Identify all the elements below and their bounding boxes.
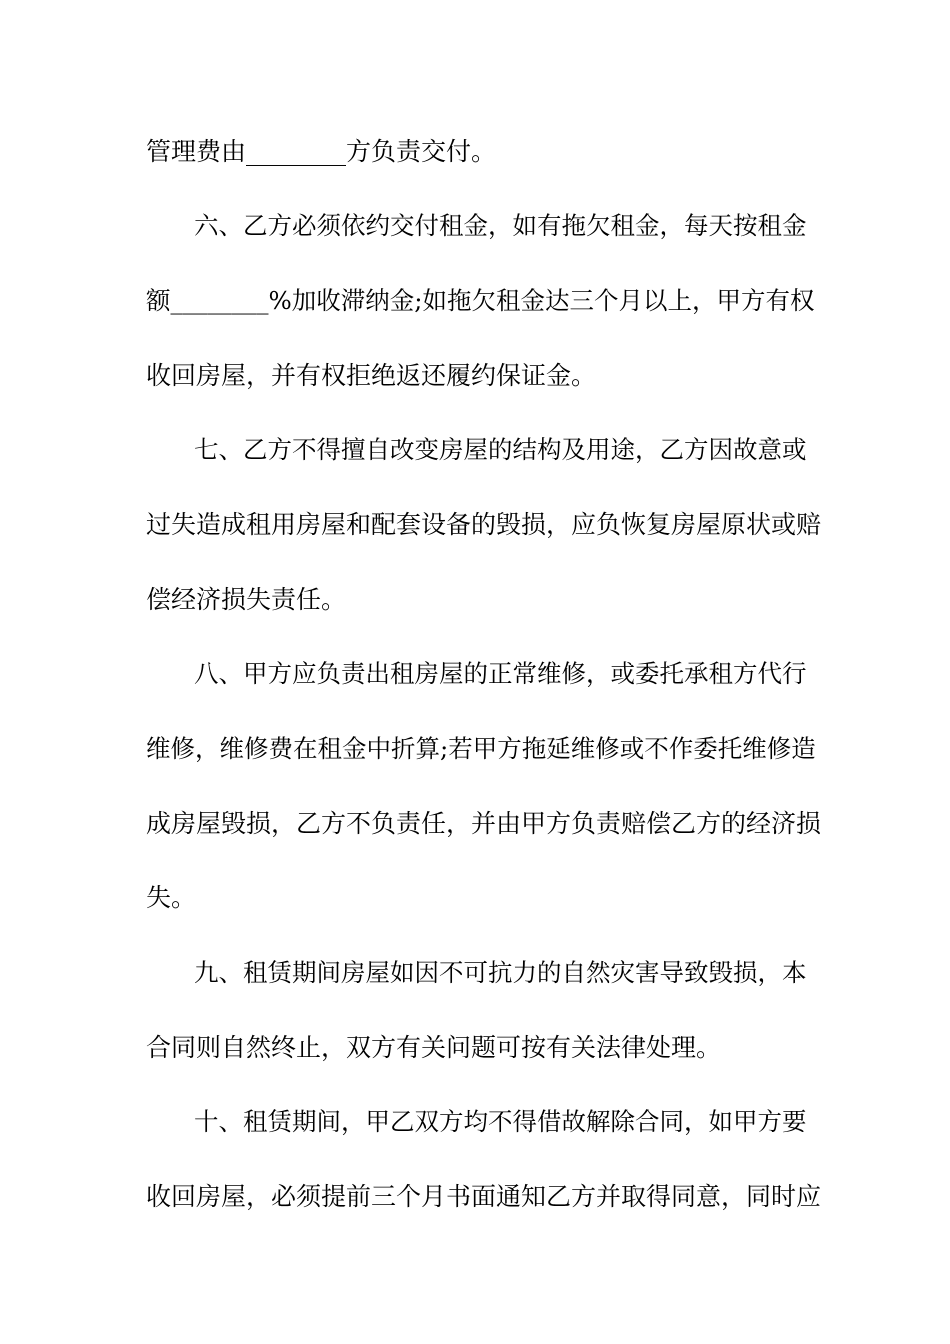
clause-7-line-1: 七、乙方不得擅自改变房屋的结构及用途，乙方因故意或 — [194, 435, 807, 464]
text-line: 成房屋毁损，乙方不负责任，并由甲方负责赔偿乙方的经济损 — [146, 809, 822, 838]
text-line: 收回房屋，必须提前三个月书面通知乙方并取得同意，同时应 — [146, 1182, 822, 1211]
text-line: 管理费由________方负责交付。 — [146, 137, 497, 166]
clause-6-line-1: 六、乙方必须依约交付租金，如有拖欠租金，每天按租金 — [194, 211, 807, 240]
clause-8-line-1: 八、甲方应负责出租房屋的正常维修，或委托承租方代行 — [194, 659, 807, 688]
text-line: 收回房屋，并有权拒绝返还履约保证金。 — [146, 361, 597, 390]
text-line: 偿经济损失责任。 — [146, 585, 347, 614]
text-line: 失。 — [146, 883, 197, 912]
text-line: 维修，维修费在租金中折算;若甲方拖延维修或不作委托维修造 — [146, 734, 816, 763]
clause-10-line-1: 十、租赁期间，甲乙双方均不得借故解除合同，如甲方要 — [194, 1107, 807, 1136]
text-line: 合同则自然终止，双方有关问题可按有关法律处理。 — [146, 1033, 722, 1062]
text-line: 额________%加收滞纳金;如拖欠租金达三个月以上，甲方有权 — [146, 286, 815, 315]
text-line: 过失造成租用房屋和配套设备的毁损，应负恢复房屋原状或赔 — [146, 510, 822, 539]
clause-9-line-1: 九、租赁期间房屋如因不可抗力的自然灾害导致毁损，本 — [194, 958, 807, 987]
